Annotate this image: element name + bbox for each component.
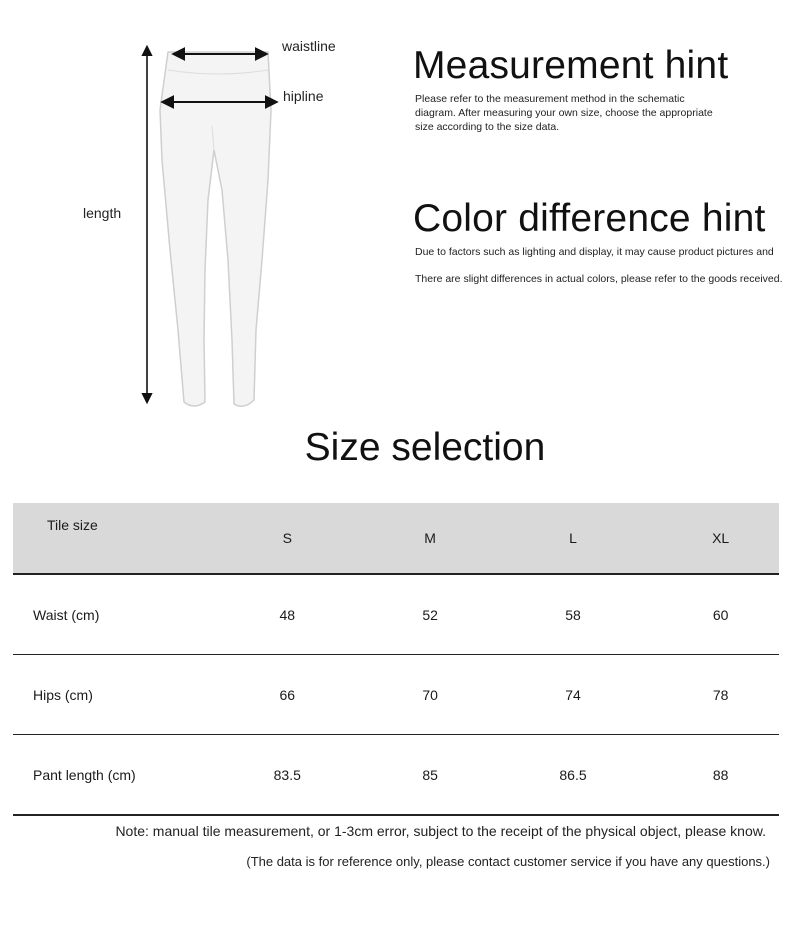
size-table <box>13 503 779 816</box>
measurement-hint-title: Measurement hint <box>413 44 729 87</box>
measurement-hint-text: Please refer to the measurement method in the schematic diagram. After measuring your own size, choose the appropriate size according to the size data. <box>415 93 713 133</box>
reference-note: (The data is for reference only, please contact customer service if you have any questions.) <box>246 854 770 869</box>
size-header-m: M <box>377 503 484 574</box>
table-row-waist <box>13 574 779 655</box>
table-cell: 86.5 <box>484 735 663 816</box>
table-row-hips <box>13 655 779 735</box>
leggings-illustration <box>0 0 400 420</box>
waistline-label: waistline <box>282 38 336 54</box>
length-label: length <box>83 205 122 221</box>
row-label-waist: Waist (cm) <box>13 574 198 655</box>
color-difference-hint-title: Color difference hint <box>413 197 766 240</box>
table-row-pant-length <box>13 735 779 816</box>
color-difference-hint-line2: There are slight differences in actual colors, please refer to the goods received. <box>415 273 783 285</box>
size-header-xl: XL <box>662 503 779 574</box>
table-cell: 66 <box>198 655 377 735</box>
color-difference-hint-line1: Due to factors such as lighting and display, it may cause product pictures and <box>415 246 774 258</box>
measurement-diagram <box>0 0 400 420</box>
leggings-shape <box>160 52 271 406</box>
table-cell: 58 <box>484 574 663 655</box>
table-cell: 52 <box>377 574 484 655</box>
table-cell: 48 <box>198 574 377 655</box>
tile-size-header: Tile size <box>13 503 198 574</box>
table-cell: 85 <box>377 735 484 816</box>
row-label-hips: Hips (cm) <box>13 655 198 735</box>
size-header-s: S <box>198 503 377 574</box>
table-cell: 78 <box>662 655 779 735</box>
row-label-pant-length: Pant length (cm) <box>13 735 198 816</box>
table-cell: 88 <box>662 735 779 816</box>
size-table-header-row <box>13 503 779 574</box>
table-cell: 70 <box>377 655 484 735</box>
hipline-label: hipline <box>283 88 324 104</box>
table-cell: 74 <box>484 655 663 735</box>
size-selection-title: Size selection <box>304 426 546 469</box>
table-cell: 83.5 <box>198 735 377 816</box>
size-header-l: L <box>484 503 663 574</box>
measurement-note: Note: manual tile measurement, or 1-3cm error, subject to the receipt of the physical object, please know. <box>115 823 766 839</box>
table-cell: 60 <box>662 574 779 655</box>
